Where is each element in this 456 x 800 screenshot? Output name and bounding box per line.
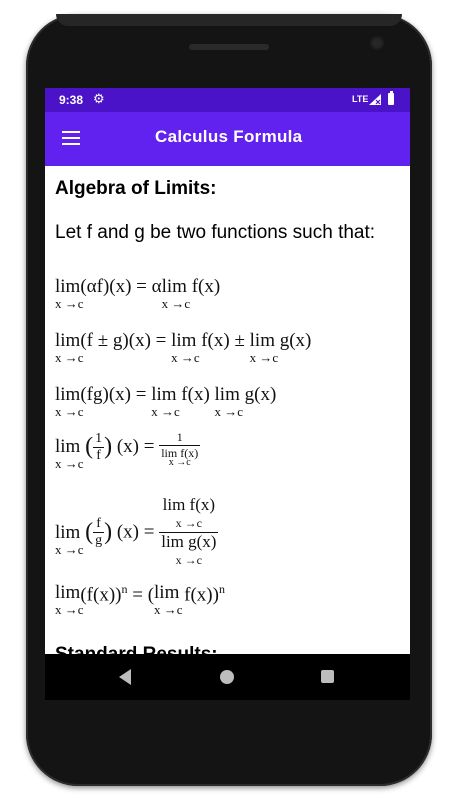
phone-top-bezel (56, 14, 402, 26)
app-bar (45, 112, 410, 166)
battery-icon (388, 93, 394, 105)
section-heading: Algebra of Limits: (55, 178, 217, 199)
back-icon[interactable] (119, 669, 131, 685)
front-camera (370, 36, 384, 50)
intro-text: Let f and g be two functions such that: (55, 222, 376, 243)
settings-gear-icon: ⚙ (93, 91, 105, 106)
home-icon[interactable] (220, 670, 234, 684)
formula-scalar-multiple: lim x →c (αf)(x) = αlim x →c f(x) (55, 276, 221, 311)
limit-operator: lim x →c (161, 276, 191, 311)
formula-sum-difference: lim x →c (f ± g)(x) = lim x →c f(x) ± lim x →c g(x) (55, 330, 312, 365)
formula-power: lim x →c $(f(x))^n = (\lim$ x →c f(x))$^n$ (55, 582, 225, 617)
status-bar (45, 88, 410, 112)
formula-reciprocal: lim x →c ( $\frac{1}{f}$ ) (x) = 1 lim f(x) x →c (55, 430, 199, 471)
status-time: 9:38 (59, 93, 84, 107)
signal-icon (369, 94, 381, 105)
recent-apps-icon[interactable] (321, 670, 334, 683)
screen (45, 88, 410, 700)
navigation-bar (45, 654, 410, 700)
earpiece-speaker (189, 44, 269, 50)
formula-product: lim x →c (fg)(x) = lim x →c f(x) lim x →c g(x) (55, 384, 277, 419)
hamburger-menu-icon[interactable] (62, 131, 80, 145)
network-type: LTE (352, 94, 369, 104)
app-title: Calculus Formula (155, 127, 303, 146)
limit-operator: lim x →c (55, 276, 84, 311)
formula-quotient: lim x →c ( $\frac{f}{g}$ ) (x) = lim f(x) x →c lim g(x) x →c (55, 495, 217, 567)
